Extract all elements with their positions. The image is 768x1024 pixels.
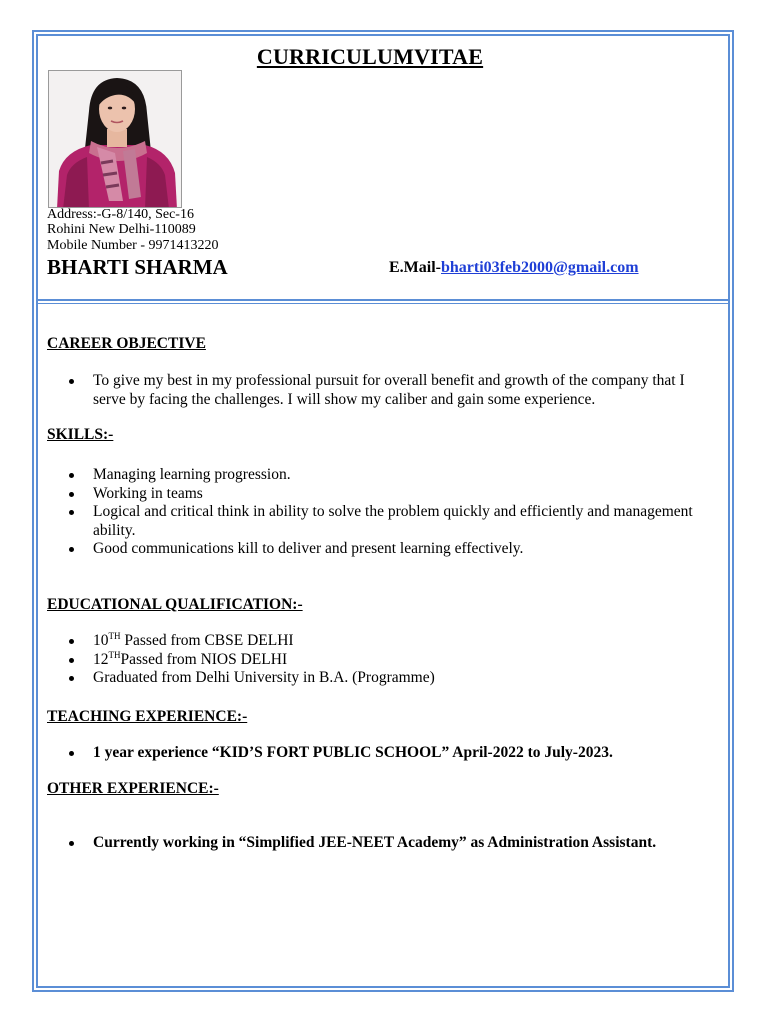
career-objective-list (47, 372, 717, 409)
list-item: Managing learning progression. (47, 466, 717, 485)
list-item: Logical and critical think in ability to solve the problem quickly and efficiently and management ability. (47, 503, 717, 540)
document-title: CURRICULUMVITAE (256, 44, 484, 69)
email-link[interactable]: bharti03feb2000@gmail.com (441, 259, 639, 276)
teaching-experience-heading: TEACHING EXPERIENCE:- (47, 708, 248, 725)
skills-heading-suffix: :- (103, 426, 114, 443)
education-grade-suffix: TH (108, 631, 121, 641)
education-grade-suffix: TH (108, 649, 121, 660)
other-experience-heading: OTHER EXPERIENCE:- (47, 780, 219, 797)
career-objective-heading: CAREER OBJECTIVE (47, 335, 206, 352)
education-heading: EDUCATIONAL QUALIFICATION:- (47, 596, 303, 613)
education-detail: Passed from CBSE DELHI (120, 632, 294, 649)
mobile-number: Mobile Number - 9971413220 (47, 238, 219, 253)
list-item: Currently working in “Simplified JEE-NEET Academy” as Administration Assistant. (47, 834, 717, 853)
education-grade-number: 10 (93, 632, 109, 649)
skills-heading (47, 426, 113, 444)
teaching-experience-list (47, 744, 717, 763)
address-line-1: Address:-G-8/140, Sec-16 (47, 207, 194, 222)
education-grade-number: 12 (93, 650, 109, 668)
email-label: E.Mail- (389, 259, 441, 276)
email-line (389, 259, 639, 277)
education-detail: Passed from NIOS DELHI (120, 650, 288, 668)
education-list (47, 632, 717, 688)
list-item: Good communications kill to deliver and present learning effectively. (47, 540, 717, 559)
list-item (47, 651, 717, 670)
list-item (47, 632, 717, 651)
list-item: Working in teams (47, 485, 717, 504)
list-item: To give my best in my professional pursuit for overall benefit and growth of the company that I serve by facing the challenges. I will show my caliber and gain some experience. (47, 372, 717, 409)
other-experience-list (47, 834, 717, 853)
skills-heading-label: SKILLS (47, 426, 104, 443)
skills-list (47, 466, 717, 559)
candidate-name: BHARTI SHARMA (47, 255, 228, 279)
header-divider (38, 299, 728, 301)
address-line-2: Rohini New Delhi-110089 (47, 222, 196, 237)
list-item: Graduated from Delhi University in B.A. (Programme) (47, 669, 717, 688)
list-item: 1 year experience “KID’S FORT PUBLIC SCHOOL” April-2022 to July-2023. (47, 744, 717, 763)
header-divider-thin (38, 303, 728, 304)
profile-photo (48, 70, 182, 208)
